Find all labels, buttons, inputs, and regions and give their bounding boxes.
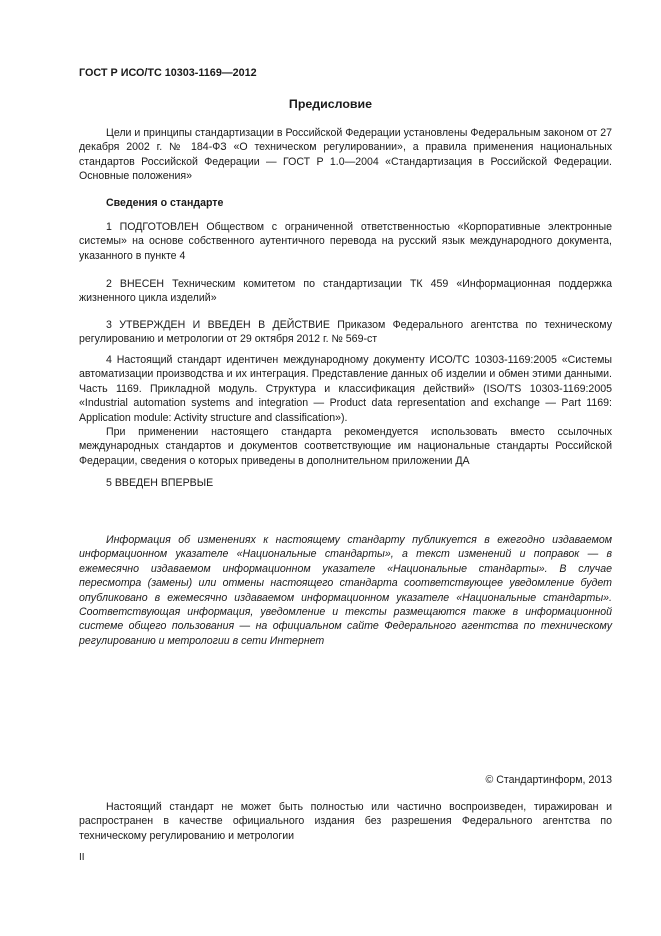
item-4-note-paragraph: При применении настоящего стандарта рекомендуется использовать вместо ссылочных международных стандартов и документов соответствующие им национальные стандарты Российской Федерации, сведения о которых приведены в дополнительном приложении ДА (79, 426, 612, 467)
reproduction-notice-paragraph: Настоящий стандарт не может быть полностью или частично воспроизведен, тиражирован и распространен в качестве официального издания без разрешения Федерального агентства по техническому регулированию и метрологии (79, 801, 612, 842)
section-heading: Сведения о стандарте (106, 197, 224, 209)
page-title: Предисловие (288, 97, 373, 111)
document-header: ГОСТ Р ИСО/ТС 10303-1169—2012 (79, 67, 257, 79)
page-number: II (79, 852, 85, 863)
item-2-paragraph: 2 ВНЕСЕН Техническим комитетом по стандартизации ТК 459 «Информационная поддержка жизненного цикла изделий» (79, 278, 612, 305)
copyright-line: © Стандартинформ, 2013 (485, 774, 612, 786)
intro-paragraph: Цели и принципы стандартизации в Российской Федерации установлены Федеральным законом от 27 декабря 2002 г. № 184-ФЗ «О техническом регулировании», а правила применения национальных стандартов Российской Федерации — ГОСТ Р 1.0—2004 «Стандартизация в Российской Федерации. Основные положения» (79, 127, 612, 183)
item-5-paragraph: 5 ВВЕДЕН ВПЕРВЫЕ (106, 477, 214, 489)
item-1-paragraph: 1 ПОДГОТОВЛЕН Обществом с ограниченной ответственностью «Корпоративные электронные системы» на основе собственного аутентичного перевода на русский язык международного документа, указанного в пункте 4 (79, 221, 612, 262)
item-3-paragraph: 3 УТВЕРЖДЕН И ВВЕДЕН В ДЕЙСТВИЕ Приказом Федерального агентства по техническому регулированию и метрологии от 29 октября 2012 г. № 569-ст (79, 319, 612, 346)
item-4-paragraph: 4 Настоящий стандарт идентичен международному документу ИСО/ТС 10303-1169:2005 «Системы автоматизации производства и их интеграция. Представление данных об изделии и обмен этими данными. Часть 1169. Прикладной модуль. Структура и классификация действий» (ISO/TS 10303-1169:2005 «Industrial automation systems and integration — Product data representation and exchange — Part 1169: Application module: Activity structure and classification»). (79, 354, 612, 424)
info-notice-paragraph: Информация об изменениях к настоящему стандарту публикуется в ежегодно издаваемом информационном указателе «Национальные стандарты», а текст изменений и поправок — в ежемесячно издаваемом информационном указателе «Национальные стандарты». В случае пересмотра (замены) или отмены настоящего стандарта соответствующее уведомление будет опубликовано в ежемесячно издаваемом информационном указателе «Национальные стандарты». Соответствующая информация, уведомление и тексты размещаются также в информационной системе общего пользования — на официальном сайте Федерального агентства по техническому регулированию и метрологии в сети Интернет (79, 534, 612, 647)
